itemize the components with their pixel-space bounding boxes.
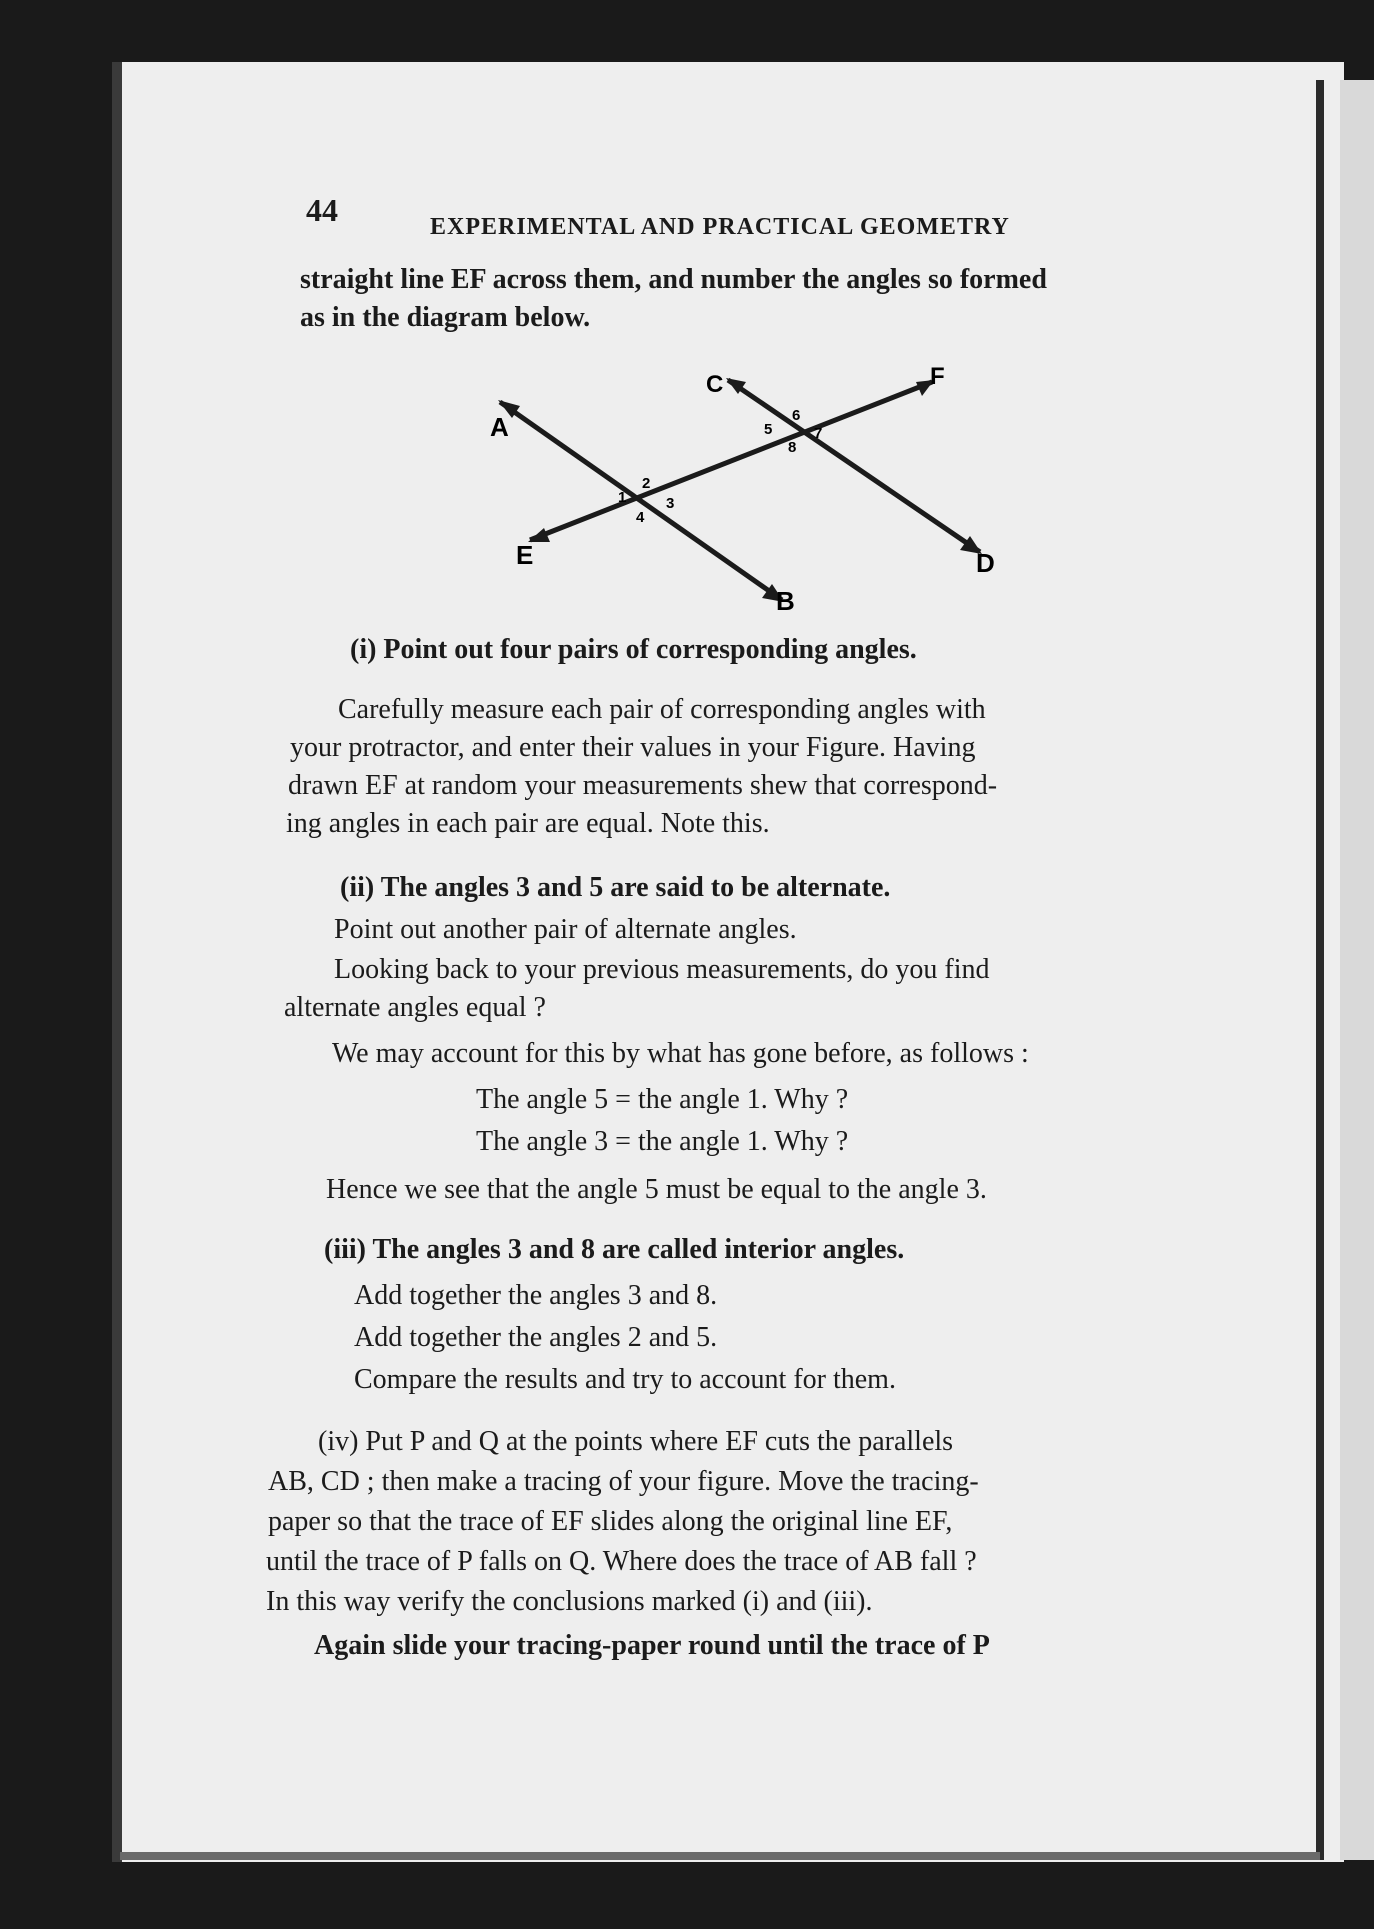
label-c: C [706,371,724,398]
angle-7: 7 [814,425,823,442]
section-iv-line-5: In this way verify the conclusions marked (i) and (iii). [266,1586,873,1617]
section-i-heading: (i) Point out four pairs of corresponding angles. [350,634,917,665]
label-d: D [976,548,995,578]
intro-line-2: as in the diagram below. [300,302,591,333]
section-i-line-2: your protractor, and enter their values in your Figure. Having [290,732,976,763]
label-b: B [776,586,795,616]
section-iv-line-6: Again slide your tracing-paper round until the trace of P [314,1630,990,1661]
page-right-edge [1316,80,1324,1860]
section-i-line-1: Carefully measure each pair of corresponding angles with [338,694,986,725]
angle-2: 2 [642,475,651,492]
section-ii-reason-2: The angle 3 = the angle 1. Why ? [476,1126,849,1157]
angle-4: 4 [636,509,645,526]
section-iv-line-3: paper so that the trace of EF slides along the original line EF, [268,1506,953,1537]
label-a: A [490,412,509,442]
page-number: 44 [306,192,338,228]
running-title: EXPERIMENTAL AND PRACTICAL GEOMETRY [430,214,1010,240]
angle-5: 5 [764,421,773,438]
section-ii-line-2: Looking back to your previous measurements, do you find [334,954,990,985]
angle-6: 6 [792,407,801,424]
section-iii-heading: (iii) The angles 3 and 8 are called interior angles. [324,1234,905,1265]
angle-1: 1 [618,489,627,506]
intro-line-1: straight line EF across them, and number the angles so formed [300,264,1047,295]
page-bottom-edge [120,1852,1320,1860]
line-ab [500,402,782,600]
section-iii-line-1: Add together the angles 3 and 8. [354,1280,718,1311]
line-cd [728,380,980,552]
section-ii-line-1: Point out another pair of alternate angles. [334,914,797,945]
section-iv-line-2: AB, CD ; then make a tracing of your figure. Move the tracing- [268,1466,979,1497]
section-iii-line-2: Add together the angles 2 and 5. [354,1322,718,1353]
section-i-line-3: drawn EF at random your measurements shew that correspond- [288,770,998,801]
section-ii-reason-1: The angle 5 = the angle 1. Why ? [476,1084,849,1115]
label-f: F [930,363,945,390]
section-iv-line-1: (iv) Put P and Q at the points where EF cuts the parallels [318,1426,954,1457]
parallel-lines-diagram [480,360,1020,620]
section-i-line-4: ing angles in each pair are equal. Note this. [286,808,770,839]
section-ii-line-4: We may account for this by what has gone before, as follows : [332,1038,1029,1069]
angle-8: 8 [788,439,797,456]
angle-3: 3 [666,495,675,512]
section-ii-line-3: alternate angles equal ? [284,992,546,1023]
section-ii-heading: (ii) The angles 3 and 5 are said to be alternate. [340,872,891,903]
line-ef [530,382,932,540]
section-ii-conclusion: Hence we see that the angle 5 must be equal to the angle 3. [326,1174,987,1205]
section-iv-line-4: until the trace of P falls on Q. Where does the trace of AB fall ? [266,1546,977,1577]
section-iii-line-3: Compare the results and try to account for them. [354,1364,896,1395]
next-page-edge [1340,80,1374,1860]
label-e: E [516,540,534,570]
